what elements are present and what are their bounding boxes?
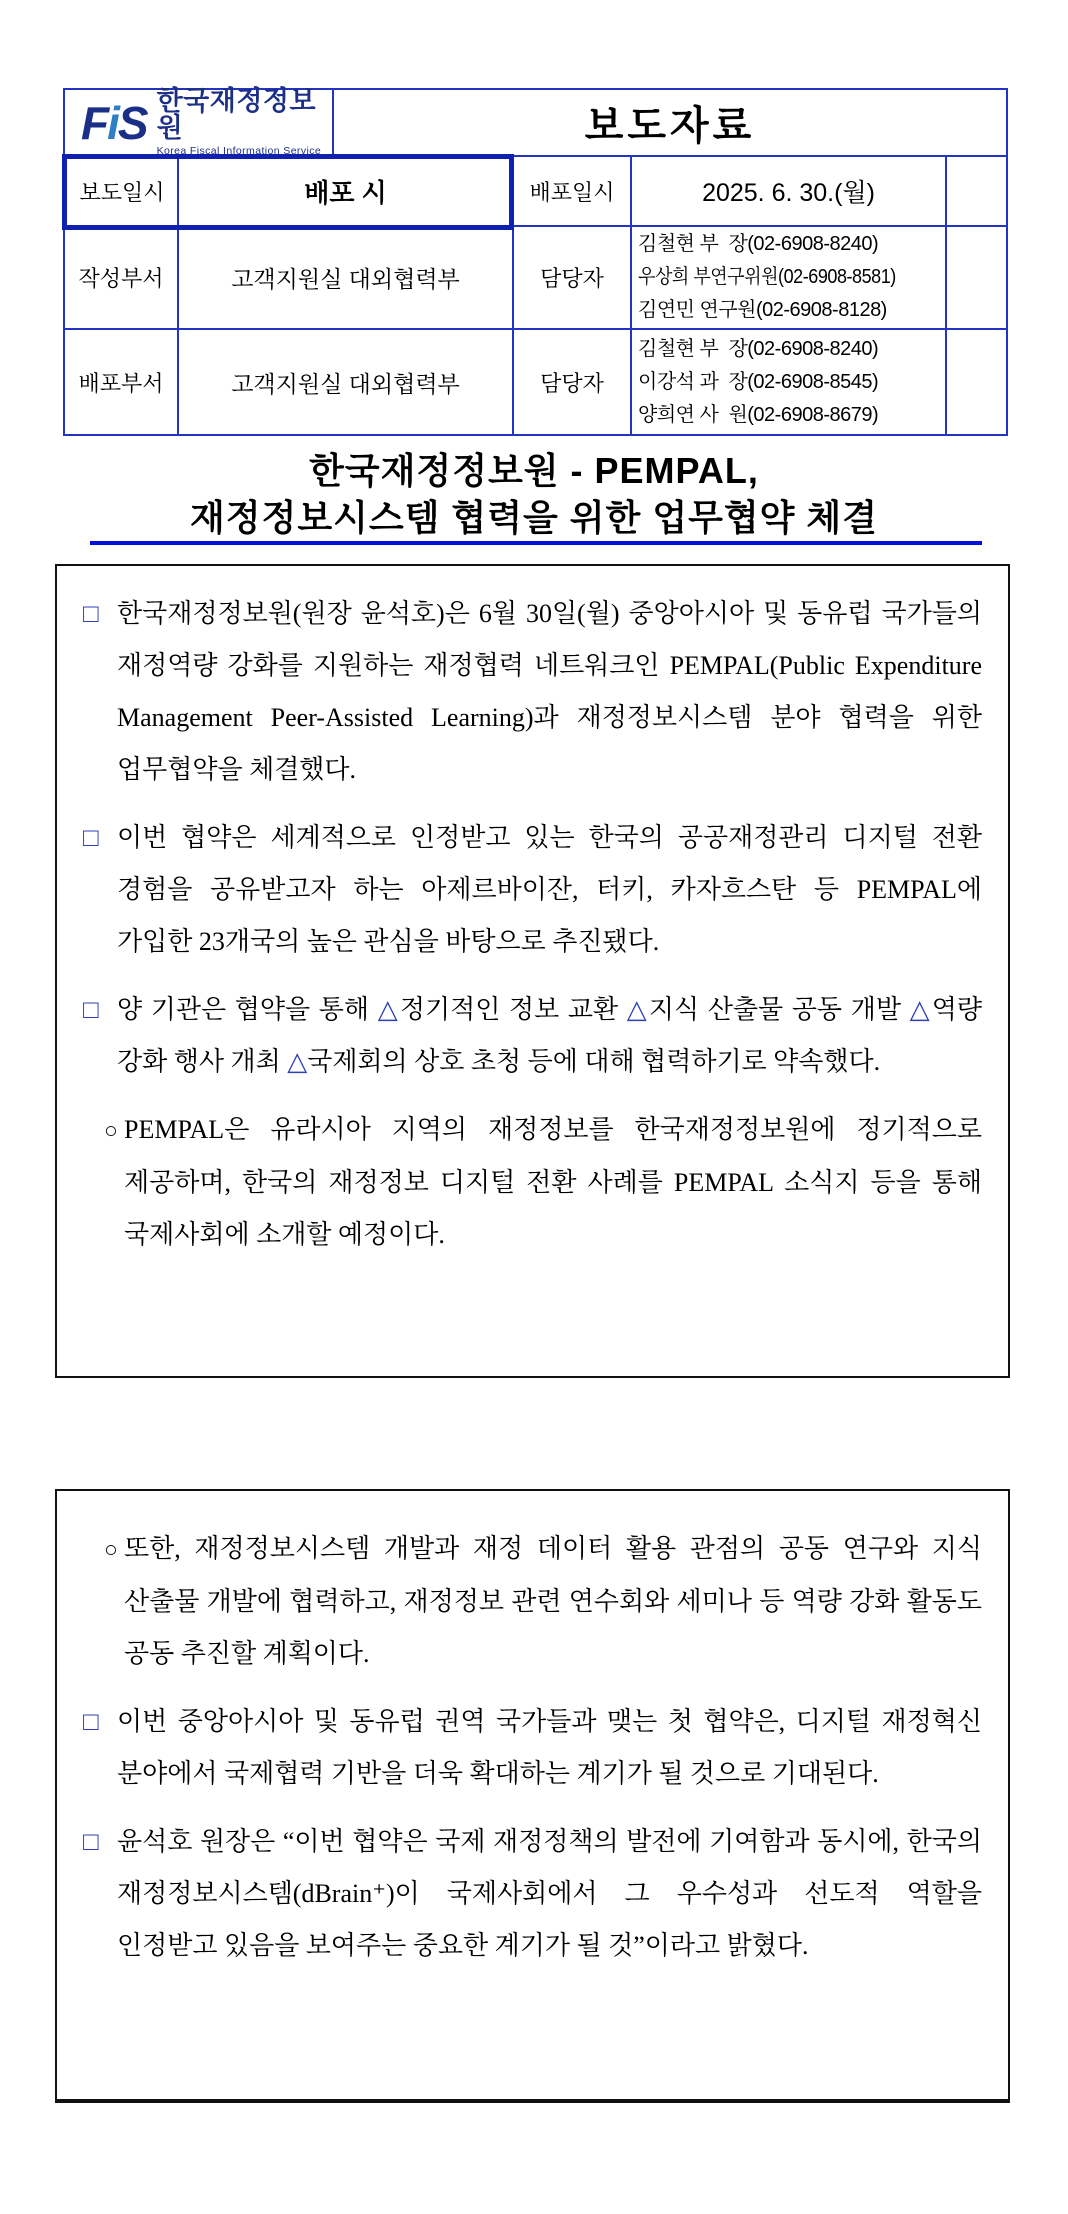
contact-line: 김연민 연구원(02-6908-8128) xyxy=(638,299,887,321)
header-row-author-dept xyxy=(65,225,1006,328)
empty-cell xyxy=(945,157,1006,225)
contact-line: 우상희 부연구위원(02-6908-8581) xyxy=(638,266,896,288)
org-name: 한국재정정보원 xyxy=(156,86,317,144)
circle-bullet-icon: ○ xyxy=(104,1118,118,1143)
author-dept-label: 작성부서 xyxy=(78,266,164,291)
square-bullet-icon: □ xyxy=(83,1827,99,1856)
header-row-dates xyxy=(65,155,1006,225)
contact-person-label: 담당자 xyxy=(512,227,630,328)
fis-logo xyxy=(81,88,332,157)
distribution-dept-value: 고객지원실 대외협력부 xyxy=(177,330,512,434)
distribution-dept-label: 배포부서 xyxy=(78,370,164,396)
contact-line: 양희연 사 원(02-6908-8679) xyxy=(638,403,879,426)
distribution-date-label: 배포일시 xyxy=(512,157,630,225)
paragraph-text: 이번 중앙아시아 및 동유럽 권역 국가들과 맺는 첫 협약은, 디지털 재정혁신 분야에서 국제협력 기반을 더욱 확대하는 계기가 될 것으로 기대된다. xyxy=(117,1707,982,1788)
header-row-distribution-dept xyxy=(65,328,1006,434)
org-logo-cell xyxy=(65,86,332,158)
page-title-line-1: 한국재정정보원 - PEMPAL, xyxy=(309,450,759,491)
author-dept-value: 고객지원실 대외협력부 xyxy=(177,227,512,328)
square-bullet-icon: □ xyxy=(83,1707,99,1736)
release-date-value: 배포 시 xyxy=(177,157,512,225)
distribution-date-value: 2025. 6. 30.(월) xyxy=(630,157,945,225)
page-title-line-2: 재정정보시스템 협력을 위한 업무협약 체결 xyxy=(190,497,878,538)
empty-cell xyxy=(945,330,1006,434)
title-underline-rule xyxy=(90,541,982,545)
paragraph xyxy=(83,588,982,796)
doc-type-cell xyxy=(332,90,1006,155)
paragraph-text: 한국재정정보원(원장 윤석호)은 6월 30일(월) 중앙아시아 및 동유럽 국가들의 재정역량 강화를 지원하는 재정협력 네트워크인 PEMPAL(Public Expenditure Management Peer-Assisted Learning)과 재정정보시스템 분야 협력을 위한 업무협약을 체결했다. xyxy=(117,599,982,784)
doc-type-title: 보도자료 xyxy=(584,104,756,148)
page-title xyxy=(0,447,1068,541)
square-bullet-icon: □ xyxy=(83,823,99,852)
paragraph xyxy=(83,1816,982,1972)
sub-paragraph xyxy=(83,1104,982,1261)
press-body-box-2 xyxy=(55,1489,1010,2103)
paragraph-text: 양 기관은 협약을 통해 △정기적인 정보 교환 △지식 산출물 공동 개발 △역량 강화 행사 개최 △국제회의 상호 초청 등에 대해 협력하기로 약속했다. xyxy=(117,995,982,1076)
empty-cell xyxy=(945,227,1006,328)
sub-paragraph xyxy=(83,1523,982,1680)
paragraph-text: PEMPAL은 유라시아 지역의 재정정보를 한국재정정보원에 정기적으로 제공하며, 한국의 재정정보 디지털 전환 사례를 PEMPAL 소식지 등을 통해 국제사회에 소개할 예정이다. xyxy=(124,1115,982,1249)
square-bullet-icon: □ xyxy=(83,995,99,1024)
paragraph xyxy=(83,1696,982,1800)
square-bullet-icon: □ xyxy=(83,599,99,628)
paragraph xyxy=(83,984,982,1088)
paragraph xyxy=(83,812,982,968)
paragraph-text: 윤석호 원장은 “이번 협약은 국제 재정정책의 발전에 기여함과 동시에, 한국의 재정정보시스템(dBrain⁺)이 국제사회에서 그 우수성과 선도적 역할을 인정받고 있음을 보여주는 중요한 계기가 될 것”이라고 밝혔다. xyxy=(117,1827,982,1960)
contact-line: 이강석 과 장(02-6908-8545) xyxy=(638,370,879,393)
contact-line: 김철현 부 장(02-6908-8240) xyxy=(638,233,879,255)
contact-person-label: 담당자 xyxy=(512,330,630,434)
header-row-logo xyxy=(65,86,1006,158)
paragraph-text: 또한, 재정정보시스템 개발과 재정 데이터 활용 관점의 공동 연구와 지식 산출물 개발에 협력하고, 재정정보 관련 연수회와 세미나 등 역량 강화 활동도 공동 추진할 계획이다. xyxy=(124,1534,982,1668)
fis-logo-icon: FiS xyxy=(81,96,147,149)
author-contact-list xyxy=(630,227,945,328)
paragraph-text: 이번 협약은 세계적으로 인정받고 있는 한국의 공공재정관리 디지털 전환 경험을 공유받고자 하는 아제르바이잔, 터키, 카자흐스탄 등 PEMPAL에 가입한 23개국의 높은 관심을 바탕으로 추진됐다. xyxy=(117,823,982,956)
release-date-label: 보도일시 xyxy=(65,157,177,225)
press-body-box-1 xyxy=(55,564,1010,1378)
contact-line: 김철현 부 장(02-6908-8240) xyxy=(638,337,879,360)
distribution-contact-list xyxy=(630,330,945,434)
press-release-header-table xyxy=(63,88,1008,436)
circle-bullet-icon: ○ xyxy=(104,1537,118,1562)
org-name-english: Korea Fiscal Information Service xyxy=(156,145,322,158)
